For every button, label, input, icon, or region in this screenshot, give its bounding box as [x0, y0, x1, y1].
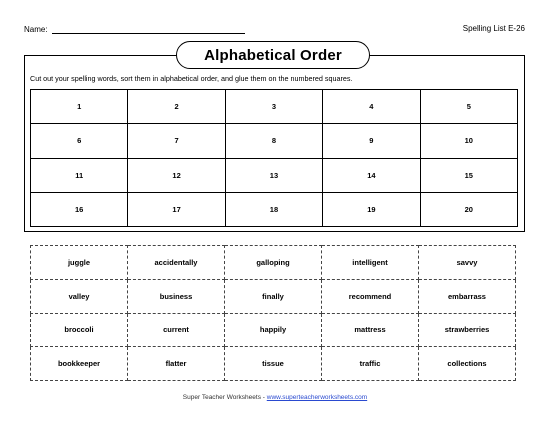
numbered-square: 6	[31, 124, 128, 158]
numbered-square: 1	[31, 90, 128, 124]
numbered-square: 11	[31, 158, 128, 192]
spelling-list-label: Spelling List E-26	[462, 24, 525, 33]
word-card[interactable]: accidentally	[128, 246, 225, 280]
word-card[interactable]: tissue	[225, 347, 322, 381]
word-card[interactable]: embarrass	[419, 279, 516, 313]
numbered-square: 5	[420, 90, 517, 124]
numbered-square: 8	[225, 124, 322, 158]
word-row	[31, 246, 516, 280]
name-label: Name:	[24, 25, 48, 34]
word-cards-grid	[30, 245, 516, 381]
numbered-square: 3	[225, 90, 322, 124]
grid-row	[31, 192, 518, 226]
numbered-square: 7	[128, 124, 225, 158]
numbered-square: 20	[420, 192, 517, 226]
word-card[interactable]: bookkeeper	[31, 347, 128, 381]
word-card[interactable]: happily	[225, 313, 322, 347]
word-card[interactable]: finally	[225, 279, 322, 313]
numbered-square: 17	[128, 192, 225, 226]
numbered-square: 12	[128, 158, 225, 192]
word-card[interactable]: current	[128, 313, 225, 347]
numbered-square: 9	[323, 124, 420, 158]
word-card[interactable]: recommend	[322, 279, 419, 313]
word-card[interactable]: savvy	[419, 246, 516, 280]
word-card[interactable]: traffic	[322, 347, 419, 381]
word-card[interactable]: business	[128, 279, 225, 313]
word-card[interactable]: juggle	[31, 246, 128, 280]
footer	[0, 394, 550, 401]
word-card[interactable]: strawberries	[419, 313, 516, 347]
footer-link[interactable]: www.superteacherworksheets.com	[266, 394, 368, 401]
word-card[interactable]: broccoli	[31, 313, 128, 347]
numbered-square: 4	[323, 90, 420, 124]
footer-text: Super Teacher Worksheets -	[182, 394, 267, 401]
grid-row	[31, 90, 518, 124]
numbered-square: 16	[31, 192, 128, 226]
numbered-squares-grid	[30, 89, 518, 227]
word-card[interactable]: flatter	[128, 347, 225, 381]
numbered-square: 14	[323, 158, 420, 192]
word-card[interactable]: galloping	[225, 246, 322, 280]
name-line[interactable]	[52, 24, 245, 34]
worksheet-title: Alphabetical Order	[176, 41, 370, 69]
grid-row	[31, 124, 518, 158]
word-card[interactable]: valley	[31, 279, 128, 313]
word-card[interactable]: intelligent	[322, 246, 419, 280]
numbered-square: 10	[420, 124, 517, 158]
name-field-row	[24, 24, 245, 34]
word-card[interactable]: mattress	[322, 313, 419, 347]
numbered-square: 18	[225, 192, 322, 226]
word-card[interactable]: collections	[419, 347, 516, 381]
word-row	[31, 313, 516, 347]
numbered-square: 13	[225, 158, 322, 192]
numbered-square: 15	[420, 158, 517, 192]
numbered-square: 19	[323, 192, 420, 226]
grid-row	[31, 158, 518, 192]
numbered-square: 2	[128, 90, 225, 124]
word-row	[31, 347, 516, 381]
word-row	[31, 279, 516, 313]
instructions: Cut out your spelling words, sort them in alphabetical order, and glue them on the numbered squares.	[30, 74, 353, 83]
